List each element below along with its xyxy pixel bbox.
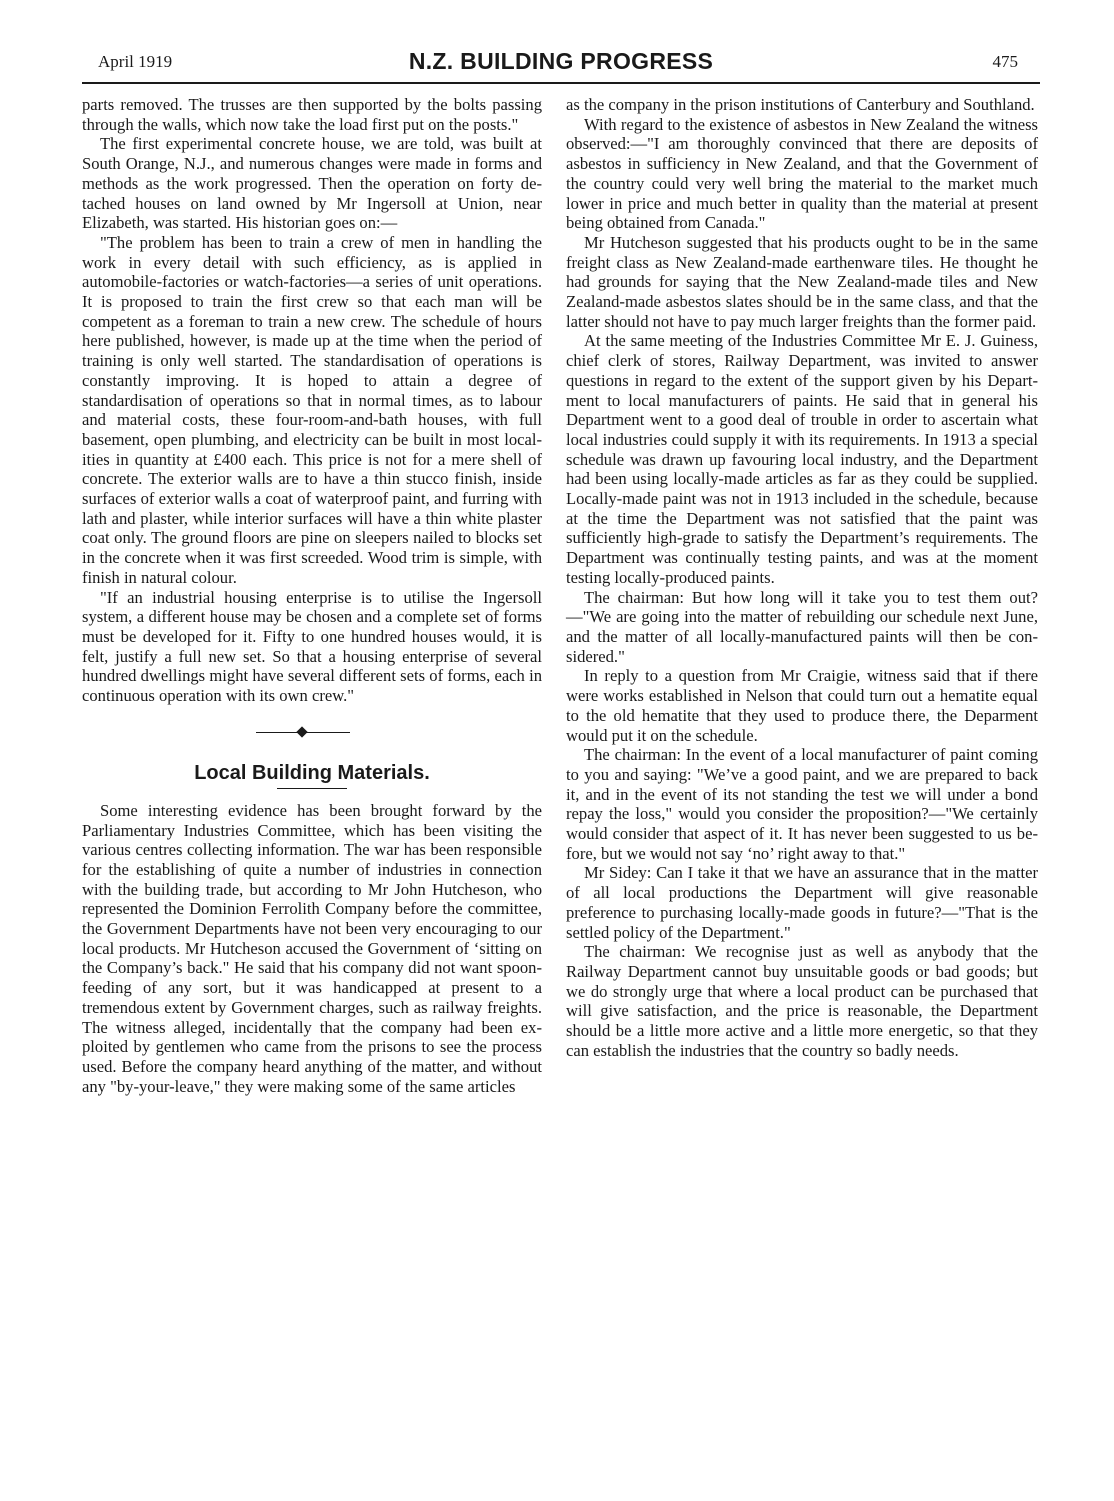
heading-underline xyxy=(277,788,347,789)
page-number: 475 xyxy=(992,52,1018,71)
paragraph: The chairman: In the event of a local manufacturer of paint coming to you and saying: "We’ve a good paint, and we are prepared to back it, and in the event of its not standing the test we will under a bond repay the loss," would you consider the proposition?—"We certainly would consider that aspect of it. It has never been suggested to us before, but we would not say ‘no’ right away to that." xyxy=(566,745,1038,863)
issue-date: April 1919 xyxy=(98,52,173,71)
page-header xyxy=(82,48,1040,78)
paragraph: The first experimental concrete house, we are told, was built at South Orange, N.J., and numerous changes were made in forms and methods as the work progressed. Then the operation on forty detached houses on land owned by Mr Ingersoll at Union, near Elizabeth, was started. His historian goes on:— xyxy=(82,134,542,233)
paragraph: as the company in the prison institutions of Canterbury and Southland. xyxy=(566,95,1035,114)
paragraph: The chairman: We recognise just as well as anybody that the Railway Department cannot buy unsuitable goods or bad goods; but we do strongly urge that where a local product can be purchased that will give satisfaction, and the price is reasonable, the Department should be a little more active and a little more energetic, so that they can establish the industries that the country so badly needs. xyxy=(566,942,1038,1060)
paragraph: At the same meeting of the Industries Committee Mr E. J. Guiness, chief clerk of stores, Railway Department, was invited to answer questions in regard to the extent of the support given by his Department to local manufacturers of paints. He said that in general his Department went to a good deal of trouble in order to ascertain what local industries could supply it with its requirements. In 1913 a special schedule was drawn up favouring local industry, and the Department had been using locally-made articles as far as they could be supplied. Locally-made paint was not in 1913 included in the schedule, because at the time the Department was not satisfied that the paint was sufficiently high-grade to satisfy the Department’s requirements. The Department was continually testing paints, and was at the moment testing locally-produced paints. xyxy=(566,331,1038,587)
paragraph: The chairman: But how long will it take you to test them out?—"We are going into the matter of rebuilding our schedule next June, and the matter of all locally-manufactured paints will then be considered." xyxy=(566,587,1038,666)
paragraph: With regard to the existence of asbestos in New Zealand the witness observed:—"I am thoroughly convinced that there are deposits of asbestos in sufficiency in New Zealand, and that the Government of the country could very well bring the material to the market much lower in price and much better in quality than the material at present being obtained from Canada." xyxy=(566,114,1038,233)
header-rule xyxy=(82,82,1040,84)
section-heading: Local Building Materials. xyxy=(194,761,430,784)
paragraph: "The problem has been to train a crew of men in handling the work in every detail with such efficiency, as is applied in automobile-factories or watch-factories—a series of unit operations. It is proposed to train the first crew so that each man will be competent as a foreman to train a new crew. The schedule of hours here published, however, is made up at the time when the period of training is only well started. The standardisation of operations is constantly improving. It is hoped to attain a degree of standardisation of operations so that in normal times, as to labour and material costs, these four-room-and-bath houses, with full basement, open plumbing, and electricity can be built in most localities in quantity at £400 each. This price is not for a mere shell of concrete. The exterior walls are to have a thin stucco finish, inside surfaces of exterior walls a coat of waterproof paint, and furring with lath and plaster, while interior surfaces will have a thin white plaster coat only. The ground floors are pine on sleepers nailed to blocks set in the concrete when it was first screeded. Wood trim is simple, with finish in natural colour. xyxy=(82,232,542,587)
paragraph: In reply to a question from Mr Craigie, witness said that if there were works established in Nelson that could turn out a hematite equal to the old hematite that they used to produce there, the Deparment would put it on the schedule. xyxy=(566,666,1038,745)
paragraph: Mr Hutcheson suggested that his products ought to be in the same freight class as New Zealand-made earthenware tiles. He thought he had grounds for saying that the New Zealand-made tiles and New Zealand-made asbestos slates should be in the same class, and that the latter should not have to pay much larger freights than the former paid. xyxy=(566,232,1038,331)
right-column xyxy=(566,95,1038,1060)
paragraph: parts removed. The trusses are then supported by the bolts passing through the walls, which now take the load first put on the posts." xyxy=(82,95,542,134)
paragraph: Mr Sidey: Can I take it that we have an assurance that in the matter of all local productions the Department will give reasonable preference to purchasing locally-made goods in future?—"That is the settled policy of the Department." xyxy=(566,863,1038,942)
paragraph: Some interesting evidence has been brought forward by the Parliamentary Industries Committee, which has been visiting the various centres collecting information. The war has been responsible for the establishing of quite a number of industries in connection with the building trade, but according to Mr John Hutcheson, who represented the Dominion Ferrolith Company before the committee, the Government Departments have not been very encouraging to our local products. Mr Hutcheson accused the Government of ‘sitting on the Company’s back." He said that his company did not want spoon-feeding of any sort, but it was handicapped at present to a tremendous extent by Government charges, such as railway freights. The witness alleged, incidentally that the company had been exploited by gentlemen who came from the prisons to see the process used. Before the company heard anything of the matter, and without any "by-your-leave," they were making some of the same articles xyxy=(82,800,542,1096)
section-divider xyxy=(82,716,542,750)
publication-title: N.Z. BUILDING PROGRESS xyxy=(408,48,714,74)
paragraph: "If an industrial housing enterprise is to utilise the Ingersoll system, a different house may be chosen and a complete set of forms must be developed for it. Fifty to one hundred houses would, it is felt, justify a full new set. So that a housing enterprise of several hundred dwellings might have several different sets of forms, each in continuous operation with its own crew." xyxy=(82,587,542,706)
left-column xyxy=(82,95,542,1096)
divider-ornament-icon xyxy=(296,726,307,737)
